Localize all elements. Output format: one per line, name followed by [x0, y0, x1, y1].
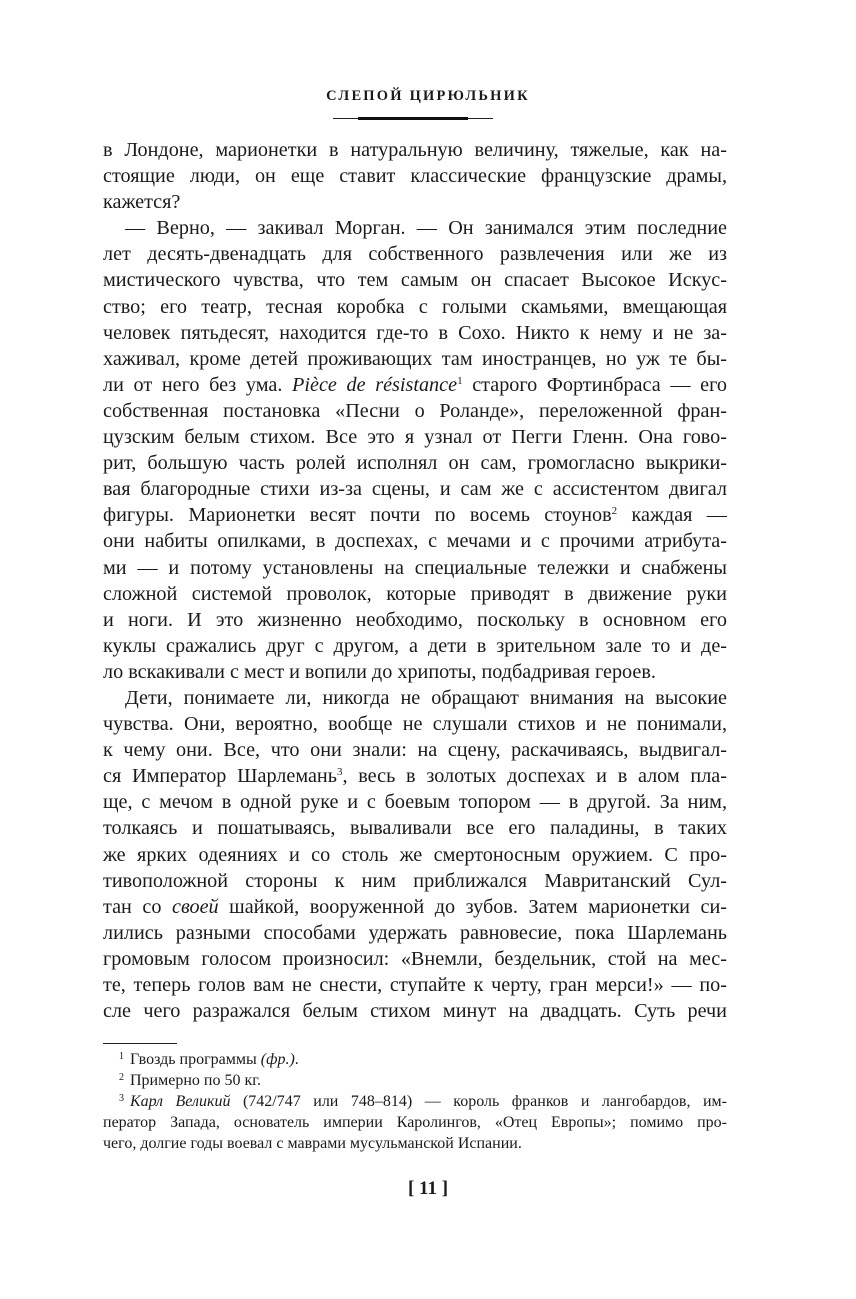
text-line [103, 737, 727, 763]
text-line [103, 346, 727, 372]
text-line [103, 920, 727, 946]
italic-text: Карл Великий [130, 1093, 231, 1110]
footnote-line [103, 1112, 727, 1133]
text-segment: ще, с мечом в одной руке и с боевым топором — в другой. За ним, [103, 791, 727, 814]
text-line [103, 842, 727, 868]
text-line [103, 267, 727, 293]
footnote-marker: 3 [119, 1093, 124, 1104]
header-rule-accent [358, 117, 468, 120]
text-segment: цузским белым стихом. Все это я узнал от Пегги Гленн. Она гово- [103, 426, 727, 449]
text-segment: чувства. Они, вероятно, вообще не слушали стихов и не понимали, [103, 713, 727, 736]
text-segment: . [294, 1051, 299, 1068]
footnote-line [103, 1049, 727, 1070]
footnote-marker: 1 [119, 1051, 124, 1062]
text-line [103, 581, 727, 607]
text-line [103, 241, 727, 267]
footnote-marker: 1 [457, 374, 463, 387]
text-segment: громовым голосом произносил: «Внемли, бездельник, стой на мес- [103, 947, 727, 970]
text-segment: вая благородные стихи из-за сцены, и сам же с ассистентом двигал [103, 478, 727, 501]
text-line [103, 868, 727, 894]
text-segment: лились разными способами удержать равновесие, пока Шарлемань [103, 921, 727, 944]
text-segment: ло вскакивали с мест и вопили до хрипоты, подбадривая героев. [103, 660, 656, 683]
text-segment: собственная постановка «Песни о Роланде», переложенной фран- [103, 399, 727, 422]
text-segment: хаживал, кроме детей проживающих там иностранцев, но уж те бы- [103, 347, 727, 370]
text-segment: Гвоздь программы [130, 1051, 261, 1068]
text-line [103, 659, 727, 685]
footnote-separator [103, 1043, 177, 1044]
text-line [103, 894, 727, 920]
footnotes [103, 1049, 727, 1154]
footnote-marker: 2 [119, 1072, 124, 1083]
text-line [103, 555, 727, 581]
text-line [103, 137, 727, 163]
text-line [103, 607, 727, 633]
text-line [103, 398, 727, 424]
text-line [103, 972, 727, 998]
text-segment: кажется? [103, 191, 181, 214]
text-segment: куклы сражались друг с другом, а дети в зрительном зале то и де- [103, 634, 727, 657]
text-segment: ся Император Шарлемань [103, 765, 337, 788]
footnote-marker: 2 [611, 505, 618, 518]
text-line [103, 815, 727, 841]
text-line [103, 998, 727, 1024]
text-segment: сложной системой проволок, которые приводят в движение руки [103, 582, 727, 605]
text-line [103, 450, 727, 476]
text-segment: чего, долгие годы воевал с маврами мусульманской Испании. [103, 1135, 522, 1152]
text-line [103, 215, 727, 241]
italic-text: Pièce de résistance [292, 373, 458, 396]
page-number: [ 11 ] [407, 1178, 449, 1199]
text-segment: тан со [103, 895, 173, 918]
footnote-line [103, 1091, 727, 1112]
text-segment: сле чего разражался белым стихом минут на двадцать. Суть речи [103, 1000, 727, 1023]
text-line [103, 502, 727, 528]
text-segment: человек пятьдесят, находится где-то в Сохо. Никто к нему и не за- [103, 321, 727, 344]
text-segment: они набиты опилками, в доспехах, с мечами и с прочими атрибута- [103, 530, 727, 553]
text-line [103, 685, 727, 711]
text-segment: мистического чувства, что тем самым он спасает Высокое Искус- [103, 269, 727, 292]
text-segment: стоящие люди, он еще ставит классические французские драмы, [103, 165, 727, 188]
footnote-line [103, 1070, 727, 1091]
text-line [103, 189, 727, 215]
italic-text: своей [172, 895, 219, 918]
text-segment: же ярких одеяниях и со столь же смертоносным оружием. С про- [103, 843, 727, 866]
footnote-line [103, 1133, 727, 1154]
text-segment: — Верно, — закивал Морган. — Он занимался этим последние [125, 217, 727, 240]
text-segment: тивоположной стороны к ним приближался Мавританский Сул- [103, 869, 727, 892]
text-segment: ство; его театр, тесная коробка с голыми скамьями, вмещающая [103, 295, 727, 318]
running-title: СЛЕПОЙ ЦИРЮЛЬНИК [326, 88, 530, 104]
text-segment: в Лондоне, марионетки в натуральную величину, тяжелые, как на- [103, 139, 727, 161]
text-segment: лет десять-двенадцать для собственного развлечения или же из [103, 243, 727, 266]
text-segment: ли от него без ума. [103, 373, 293, 396]
text-segment: те, теперь голов вам не снести, ступайте к черту, гран мерси!» — по- [103, 974, 727, 996]
text-line [103, 163, 727, 189]
text-segment: каждая — [617, 504, 727, 527]
text-line [103, 946, 727, 972]
text-line [103, 372, 727, 398]
text-segment: к чему они. Все, что они знали: на сцену, раскачиваясь, выдвигал- [103, 739, 727, 762]
text-segment: Дети, понимаете ли, никогда не обращают внимания на высокие [125, 686, 727, 709]
text-segment: старого Фортинбраса — его [462, 373, 727, 396]
text-segment: Примерно по 50 кг. [130, 1072, 261, 1089]
text-line [103, 528, 727, 554]
text-line [103, 424, 727, 450]
text-segment: и ноги. И это жизненно необходимо, поскольку в основном его [103, 608, 727, 631]
text-segment: , весь в золотых доспехах и в алом пла- [342, 765, 727, 788]
text-line [103, 320, 727, 346]
text-line [103, 763, 727, 789]
text-line [103, 789, 727, 815]
footnote-marker: 3 [336, 766, 343, 779]
body-text [103, 137, 727, 1024]
text-line [103, 633, 727, 659]
text-segment: ми — и потому установлены на специальные тележки и снабжены [103, 556, 727, 579]
text-line [103, 476, 727, 502]
text-segment: толкаясь и пошатываясь, вываливали все его паладины, в таких [103, 817, 727, 840]
text-segment: рит, большую часть ролей исполнял он сам, громогласно выкрики- [103, 452, 727, 475]
text-segment: ператор Запада, основатель империи Каролингов, «Отец Европы»; помимо про- [103, 1114, 727, 1131]
text-segment: шайкой, вооруженной до зубов. Затем марионетки си- [218, 895, 728, 918]
italic-text: (фр.) [260, 1051, 295, 1068]
text-line [103, 711, 727, 737]
text-line [103, 294, 727, 320]
text-segment: фигуры. Марионетки весят почти по восемь стоунов [103, 504, 612, 527]
text-segment: (742/747 или 748–814) — король франков и лангобардов, им- [230, 1093, 727, 1110]
